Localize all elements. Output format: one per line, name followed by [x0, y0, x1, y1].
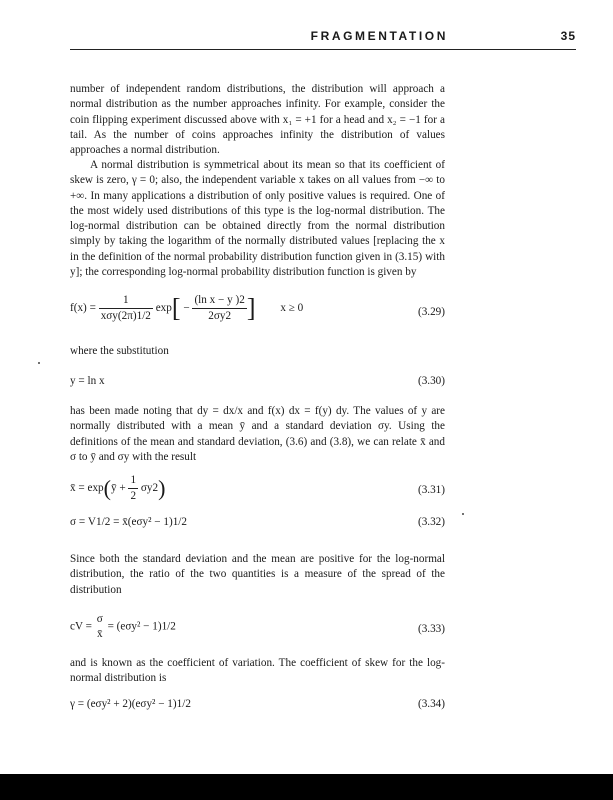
equation-3-30	[70, 374, 445, 389]
eq-3-29-condition: x ≥ 0	[280, 302, 304, 315]
equation-3-31	[70, 473, 445, 504]
paragraph-4: Since both the standard deviation and the mean are positive for the log-normal distribution, the ratio of the two quantities is a measure of the spread of the distribution	[70, 553, 445, 596]
eq-3-33-lhs: cV =	[70, 620, 92, 633]
eq-3-33-rhs: = (eσy² − 1)1/2	[107, 620, 176, 633]
eq-3-33-number: (3.33)	[417, 623, 445, 635]
eq-3-29-fraction-2	[192, 293, 246, 324]
eq-3-31-half-den: 2	[130, 490, 137, 502]
paragraph-1: number of independent random distributions, the distribution will approach a normal distribution as the number approaches infinity. For example, consider the coin flipping experiment discussed above with x₁ = +1 for a head and x₂ = −1 for a tail. As the number of coins approaches infinity the distribution of values approaches a normal distribution.	[70, 83, 445, 157]
eq-3-30-number: (3.30)	[417, 375, 445, 387]
paragraph-5: and is known as the coefficient of variation. The coefficient of skew for the log-normal distribution is	[70, 657, 445, 685]
eq-3-29-den2: 2σy2	[208, 310, 232, 322]
where-text: where the substitution	[70, 345, 169, 357]
eq-3-31-tail: σy2	[140, 482, 159, 495]
eq-3-34-body: γ = (eσy² + 2)(eσy² − 1)1/2	[70, 698, 191, 710]
eq-3-33-fraction	[95, 612, 105, 642]
eq-3-32-body: σ = V1/2 = x̄(eσy² − 1)1/2	[70, 516, 187, 528]
scan-speck	[462, 513, 464, 515]
paragraph-3: has been made noting that dy = dx/x and f(x) dx = f(y) dy. The values of y are normally distributed with a mean ȳ and a standard deviation σy. Using the definitions of the mean and standard deviation, (3.6) and (3.8), we can relate x̄ and σ to ȳ and σy with the result	[70, 405, 445, 463]
equation-3-29	[70, 293, 445, 324]
eq-3-29-exp: exp	[155, 302, 172, 315]
eq-3-29-num1: 1	[99, 293, 153, 309]
scan-bottom-edge	[0, 774, 613, 800]
eq-3-29-right-bracket: ]	[246, 293, 256, 323]
page-number: 35	[560, 29, 576, 43]
eq-3-33-num: σ	[96, 613, 103, 625]
running-title: FRAGMENTATION	[310, 29, 448, 43]
paragraph-2: A normal distribution is symmetrical about its mean so that its coefficient of skew is zero, γ = 0; also, the independent variable x takes on all values from −∞ to +∞. In many applications a distribution of only positive values is required. One of the most widely used distributions of this type is the log-normal distribution. The log-normal distribution can be obtained directly from the normal distribution simply by taking the logarithm of the normally distributed values [replacing the x in the definition of the normal probability distribution function given in (3.15) with y]; the corresponding log-normal probability distribution function is given by	[70, 159, 445, 279]
eq-3-33-den: x̄	[96, 628, 103, 640]
eq-3-29-minus: −	[183, 302, 190, 315]
eq-3-32-number: (3.32)	[417, 516, 445, 528]
eq-3-31-half	[128, 473, 138, 504]
header-rule	[70, 49, 576, 50]
eq-3-31-inner: ȳ +	[110, 482, 126, 495]
equation-3-32	[70, 515, 445, 530]
equation-3-33	[70, 612, 445, 642]
eq-3-34-number: (3.34)	[417, 698, 445, 710]
scan-speck	[38, 362, 40, 364]
eq-3-29-left-bracket: [	[171, 293, 181, 323]
eq-3-29-num2: (ln x − y )2	[192, 293, 246, 309]
eq-3-30-body: y = ln x	[70, 375, 105, 387]
eq-3-31-left-paren: (	[103, 475, 111, 501]
eq-3-29-fraction-1	[99, 293, 153, 324]
eq-3-29-lhs: f(x) =	[70, 302, 96, 315]
eq-3-31-number: (3.31)	[417, 484, 445, 496]
eq-3-29-den1: xσy(2π)1/2	[100, 310, 151, 322]
eq-3-31-right-paren: )	[158, 475, 166, 501]
eq-3-31-half-num: 1	[128, 473, 138, 489]
equation-3-34	[70, 697, 445, 712]
page-header	[70, 29, 576, 51]
eq-3-31-lhs: x̄ = exp	[70, 482, 104, 495]
eq-3-29-number: (3.29)	[417, 306, 445, 318]
